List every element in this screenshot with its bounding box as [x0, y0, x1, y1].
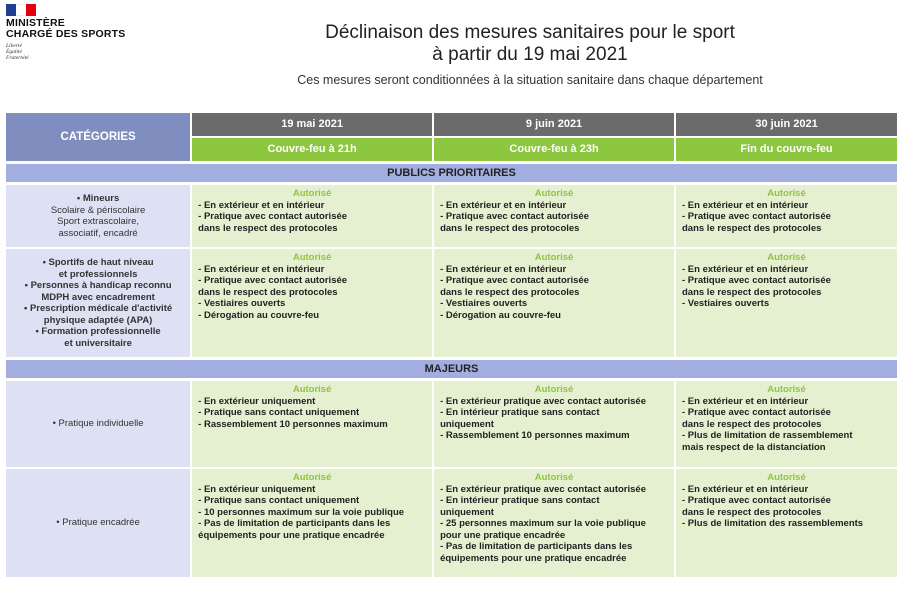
date-header: 30 juin 2021	[676, 113, 897, 136]
measure-item: - En extérieur et en intérieur	[682, 395, 809, 407]
measure-item: - Rassemblement 10 personnes maximum	[440, 430, 630, 441]
ministry-name-line1: MINISTÈRE	[6, 17, 65, 29]
status-label: Autorisé	[767, 472, 806, 483]
measure-item: équipements pour une pratique encadrée	[440, 552, 627, 564]
category-cell	[6, 249, 190, 357]
category-line: et universitaire	[64, 337, 132, 349]
measure-item: pour une pratique encadrée	[440, 529, 566, 541]
category-cell	[6, 381, 190, 467]
measure-cell	[676, 381, 897, 467]
measure-item: - Pratique avec contact autorisée	[682, 407, 831, 418]
status-label: Autorisé	[292, 472, 332, 483]
column-header-2	[434, 113, 674, 161]
category-line: Sport extrascolaire,	[57, 216, 139, 227]
curfew-header: Fin du couvre-feu	[676, 138, 897, 161]
measure-cell	[434, 381, 674, 467]
date-header: 19 mai 2021	[192, 113, 432, 136]
measure-item: dans le respect des protocoles	[440, 286, 580, 298]
category-line: • Personnes à handicap reconnu	[24, 280, 172, 291]
measure-item: dans le respect des protocoles	[682, 418, 822, 430]
measure-item: - En extérieur et en intérieur	[682, 199, 809, 211]
measure-item: dans le respect des protocoles	[198, 222, 338, 234]
measure-item: dans le respect des protocoles	[440, 222, 580, 234]
status-label: Autorisé	[767, 252, 806, 263]
motto-liberte: Liberté	[6, 43, 22, 49]
measure-item: - En extérieur et en intérieur	[198, 199, 325, 211]
measure-item: - Pratique avec contact autorisée	[682, 495, 831, 506]
status-label: Autorisé	[767, 188, 806, 199]
measure-item: mais respect de la distanciation	[682, 441, 826, 453]
category-cell	[6, 185, 190, 247]
page-subtitle: Ces mesures seront conditionnées à la situation sanitaire dans chaque département	[297, 73, 763, 87]
measure-item: dans le respect des protocoles	[198, 286, 338, 298]
table-header-row	[5, 112, 898, 162]
measures-table	[5, 112, 898, 578]
ministry-logo	[6, 4, 156, 61]
measure-item: - Pratique avec contact autorisée	[198, 275, 348, 286]
category-line: • Sportifs de haut niveau	[42, 257, 154, 268]
measure-item: - Vestiaires ouverts	[440, 298, 528, 309]
measure-item: - Vestiaires ouverts	[682, 298, 770, 309]
category-line: • Mineurs	[76, 193, 120, 204]
category-line: MDPH avec encadrement	[41, 291, 155, 303]
column-header-3	[676, 113, 897, 161]
section-publics-prioritaires: PUBLICS PRIORITAIRES	[6, 164, 897, 182]
category-cell	[6, 469, 190, 577]
status-label: Autorisé	[292, 188, 332, 199]
measure-item: - Pratique avec contact autorisée	[682, 211, 831, 222]
measure-item: - En extérieur et en intérieur	[198, 263, 325, 275]
category-line: associatif, encadré	[58, 227, 138, 239]
measure-item: - Pratique sans contact uniquement	[198, 495, 360, 506]
measure-item: - Pas de limitation de participants dans les	[198, 518, 391, 529]
measure-item: - Pratique sans contact uniquement	[198, 407, 360, 418]
measure-cell	[192, 469, 432, 577]
status-label: Autorisé	[767, 384, 806, 395]
measure-item: - En extérieur et en intérieur	[682, 263, 809, 275]
measure-item: - En extérieur uniquement	[198, 483, 316, 495]
status-label: Autorisé	[292, 252, 332, 263]
measure-item: uniquement	[440, 506, 494, 518]
table-row	[5, 380, 898, 468]
curfew-header: Couvre-feu à 21h	[192, 138, 432, 161]
measure-item: - En intérieur pratique sans contact	[440, 407, 600, 418]
section-majeurs: MAJEURS	[6, 360, 897, 378]
measure-item: équipements pour une pratique encadrée	[198, 529, 385, 541]
measure-item: - Rassemblement 10 personnes maximum	[198, 418, 388, 430]
table-row	[5, 184, 898, 248]
measure-item: - En extérieur et en intérieur	[440, 199, 567, 211]
measure-cell	[192, 381, 432, 467]
measure-cell	[676, 185, 897, 247]
table-row	[5, 468, 898, 578]
motto-egalite: Égalité	[6, 49, 22, 55]
category-line: • Prescription médicale d'activité	[24, 303, 173, 314]
status-label: Autorisé	[534, 384, 574, 395]
category-line: • Pratique individuelle	[52, 418, 144, 430]
title-line2: à partir du 19 mai 2021	[432, 44, 628, 65]
french-flag-icon	[6, 4, 36, 16]
date-header: 9 juin 2021	[434, 113, 674, 136]
status-label: Autorisé	[292, 384, 332, 395]
measure-item: - En extérieur uniquement	[198, 395, 316, 407]
measure-cell	[434, 469, 674, 577]
measure-item: - Dérogation au couvre-feu	[440, 309, 561, 321]
measure-item: - Plus de limitation de rassemblement	[682, 430, 853, 441]
status-label: Autorisé	[534, 252, 574, 263]
category-line: • Formation professionnelle	[35, 326, 161, 337]
measure-item: - Pratique avec contact autorisée	[440, 211, 589, 222]
measure-item: - Pas de limitation de participants dans les	[440, 541, 633, 552]
measure-item: - 10 personnes maximum sur la voie publique	[198, 506, 405, 518]
measure-item: - En extérieur pratique avec contact autorisée	[440, 395, 646, 407]
status-label: Autorisé	[534, 188, 574, 199]
table-row	[5, 248, 898, 358]
category-line: et professionnels	[58, 268, 138, 280]
measure-item: - Pratique avec contact autorisée	[198, 211, 348, 222]
measure-item: - En intérieur pratique sans contact	[440, 495, 600, 506]
measure-item: - Pratique avec contact autorisée	[682, 275, 831, 286]
measure-item: - Dérogation au couvre-feu	[198, 309, 320, 321]
measure-item: - 25 personnes maximum sur la voie publique	[440, 518, 646, 529]
measure-cell	[434, 185, 674, 247]
measure-cell	[676, 469, 897, 577]
measure-item: uniquement	[440, 418, 494, 430]
status-label: Autorisé	[534, 472, 574, 483]
category-line: physique adaptée (APA)	[43, 314, 153, 326]
page-title	[160, 22, 900, 66]
measure-item: - Plus de limitation des rassemblements	[682, 518, 864, 529]
category-line: Scolaire & périscolaire	[50, 204, 146, 216]
measure-item: - En extérieur et en intérieur	[682, 483, 809, 495]
measure-item: - Vestiaires ouverts	[198, 298, 286, 309]
measure-item: - En extérieur pratique avec contact autorisée	[440, 483, 646, 495]
republic-motto	[6, 43, 156, 61]
measure-cell	[192, 185, 432, 247]
measure-item: dans le respect des protocoles	[682, 506, 822, 518]
measure-item: - En extérieur et en intérieur	[440, 263, 567, 275]
measure-item: - Pratique avec contact autorisée	[440, 275, 589, 286]
ministry-name-line2: CHARGÉ DES SPORTS	[6, 28, 126, 40]
measure-item: dans le respect des protocoles	[682, 286, 822, 298]
measure-cell	[434, 249, 674, 357]
measure-cell	[676, 249, 897, 357]
category-line: • Pratique encadrée	[56, 517, 140, 529]
column-header-1	[192, 113, 432, 161]
title-line1: Déclinaison des mesures sanitaires pour le sport	[325, 22, 735, 43]
measure-item: dans le respect des protocoles	[682, 222, 822, 234]
curfew-header: Couvre-feu à 23h	[434, 138, 674, 161]
measure-cell	[192, 249, 432, 357]
categories-header: CATÉGORIES	[6, 113, 190, 161]
motto-fraternite: Fraternité	[6, 55, 29, 61]
